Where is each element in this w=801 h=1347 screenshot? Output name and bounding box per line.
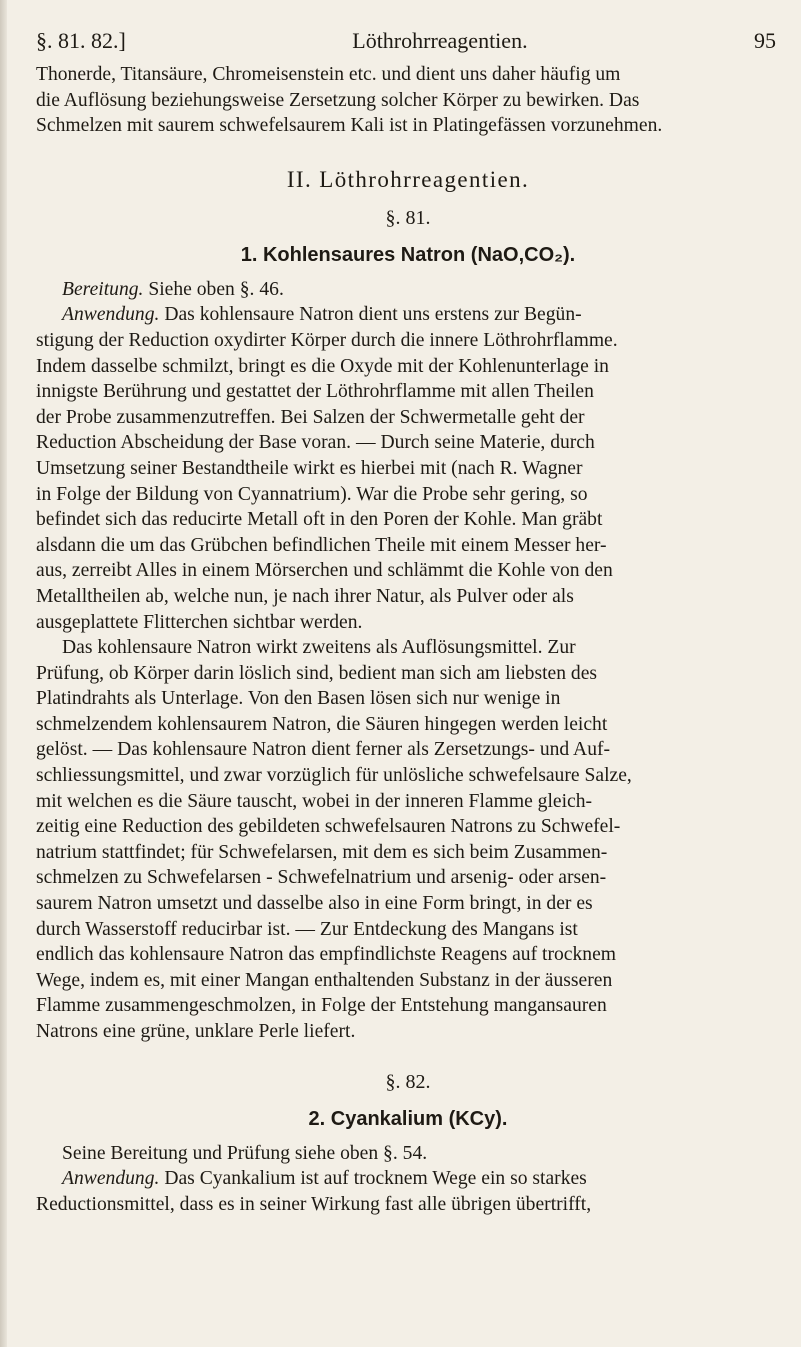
anwendung-text: Das kohlensaure Natron dient uns erstens zur Begün- (159, 304, 582, 326)
text-line: zeitig eine Reduction des gebildeten schwefelsauren Natrons zu Schwefel- (36, 816, 621, 838)
text-line: Reduction Abscheidung der Base voran. — Durch seine Materie, durch (36, 432, 595, 454)
cyankalium-paragraph (36, 1141, 780, 1218)
running-header (36, 28, 780, 62)
anwendung-label-2: Anwendung. (62, 1168, 160, 1190)
bereitung-paragraph (36, 277, 780, 303)
second-use-paragraph (36, 635, 780, 1045)
text-line: innigste Berührung und gestattet der Löthrohrflamme mit allen Theilen (36, 381, 594, 403)
text-line: schmelzendem kohlensaurem Natron, die Säuren hingegen werden leicht (36, 713, 608, 735)
text-line (36, 277, 780, 303)
text-line: Seine Bereitung und Prüfung siehe oben §. 54. (62, 1142, 428, 1164)
text-line: Das kohlensaure Natron wirkt zweitens als Auflösungsmittel. Zur (62, 637, 576, 659)
text-line (36, 302, 780, 328)
text-line: durch Wasserstoff reducirbar ist. — Zur Entdeckung des Mangans ist (36, 918, 578, 940)
text-line: die Auflösung beziehungsweise Zersetzung solcher Körper zu bewirken. Das (36, 89, 640, 111)
header-title: Löthrohrreagentien. (352, 28, 528, 53)
anwendung-label: Anwendung. (62, 304, 160, 326)
text-line: endlich das kohlensaure Natron das empfindlichste Reagens auf trocknem (36, 944, 617, 966)
text-line: in Folge der Bildung von Cyannatrium). War die Probe sehr gering, so (36, 483, 588, 505)
text-line: mit welchen es die Säure tauscht, wobei in der inneren Flamme gleich- (36, 790, 593, 812)
item-heading-natron: 1. Kohlensaures Natron (NaO,CO₂). (240, 243, 576, 266)
header-section-ref: §. 81. 82.] (36, 28, 126, 53)
text-line: Prüfung, ob Körper darin löslich sind, bedient man sich am liebsten des (36, 662, 598, 684)
text-line (36, 1166, 780, 1192)
bereitung-label: Bereitung. (62, 278, 144, 300)
text-line: Umsetzung seiner Bestandtheile wirkt es hierbei mit (nach R. Wagner (36, 457, 583, 479)
intro-paragraph (36, 62, 780, 139)
text-line: der Probe zusammenzutreffen. Bei Salzen der Schwermetalle geht der (36, 406, 585, 428)
anwendung-text-2: Das Cyankalium ist auf trocknem Wege ein so starkes (159, 1168, 587, 1190)
text-line: alsdann die um das Grübchen befindlichen Theile mit einem Messer her- (36, 534, 607, 556)
text-line: Platindrahts als Unterlage. Von den Basen lösen sich nur wenige in (36, 688, 561, 710)
anwendung-paragraph (36, 302, 780, 635)
page-edge-shadow (0, 0, 7, 1347)
item-heading-cyankalium: 2. Cyankalium (KCy). (308, 1107, 508, 1130)
text-line: schmelzen zu Schwefelarsen - Schwefelnatrium und arsenig- oder arsen- (36, 867, 607, 889)
text-line: gelöst. — Das kohlensaure Natron dient ferner als Zersetzungs- und Auf- (36, 739, 611, 761)
text-line: Schmelzen mit saurem schwefelsaurem Kali ist in Platingefässen vorzunehmen. (36, 115, 663, 137)
text-line: Thonerde, Titansäure, Chromeisenstein etc. und dient uns daher häufig um (36, 64, 621, 85)
text-line: Natrons eine grüne, unklare Perle liefert. (36, 1021, 356, 1042)
bereitung-text: Siehe oben §. 46. (143, 278, 284, 300)
text-line: Flamme zusammengeschmolzen, in Folge der Entstehung mangansauren (36, 995, 607, 1017)
text-line: befindet sich das reducirte Metall oft in den Poren der Kohle. Man gräbt (36, 509, 603, 531)
page-number: 95 (753, 28, 776, 53)
text-line: stigung der Reduction oxydirter Körper durch die innere Löthrohrflamme. (36, 329, 618, 351)
text-line: ausgeplattete Flitterchen sichtbar werden. (36, 611, 363, 633)
paragraph-number-82: §. 82. (385, 1070, 431, 1093)
text-line: Wege, indem es, mit einer Mangan enthaltenden Substanz in der äusseren (36, 969, 613, 991)
text-line: Indem dasselbe schmilzt, bringt es die Oxyde mit der Kohlenunterlage in (36, 355, 609, 377)
section-title: II. Löthrohrreagentien. (286, 166, 530, 192)
text-line: aus, zerreibt Alles in einem Mörserchen und schlämmt die Kohle von den (36, 560, 613, 582)
text-line: Reductionsmittel, dass es in seiner Wirkung fast alle übrigen übertrifft, (36, 1193, 592, 1215)
text-line: Metalltheilen ab, welche nun, je nach ihrer Natur, als Pulver oder als (36, 585, 574, 607)
text-line: schliessungsmittel, und zwar vorzüglich für unlösliche schwefelsaure Salze, (36, 765, 632, 787)
book-page (36, 28, 780, 1217)
text-line: saurem Natron umsetzt und dasselbe also in eine Form bringt, in der es (36, 893, 593, 915)
paragraph-number-81: §. 81. (385, 206, 431, 229)
text-line: natrium stattfindet; für Schwefelarsen, mit dem es sich beim Zusammen- (36, 841, 608, 863)
